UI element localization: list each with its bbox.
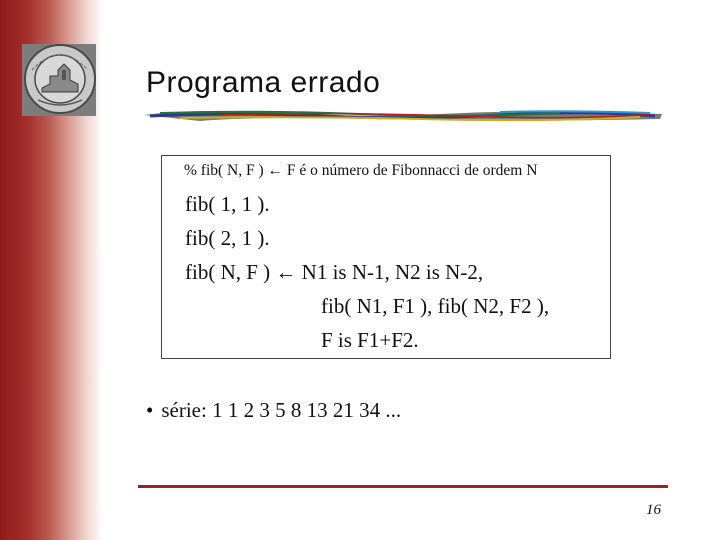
code-box [161,155,611,359]
page-number: 16 [646,502,661,518]
bullet-marker: • [146,398,154,422]
code-comment: % fib( N, F ) ← F é o número de Fibonnacci de ordem N [184,162,538,179]
bullet-text: série: 1 1 2 3 5 8 13 21 34 ... [161,398,402,422]
code-line: fib( N1, F1 ), fib( N2, F2 ), [321,294,550,318]
brush-stroke-divider [140,104,666,126]
code-line: F is F1+F2. [321,328,419,352]
footer-divider [138,485,668,488]
code-line: fib( 2, 1 ). [185,226,270,250]
university-seal-icon [18,40,102,118]
code-line: fib( N, F ) ← N1 is N-1, N2 is N-2, [185,260,484,284]
bullet-item [146,398,401,423]
code-line: fib( 1, 1 ). [185,192,270,216]
slide-title: Programa errado [146,66,381,99]
